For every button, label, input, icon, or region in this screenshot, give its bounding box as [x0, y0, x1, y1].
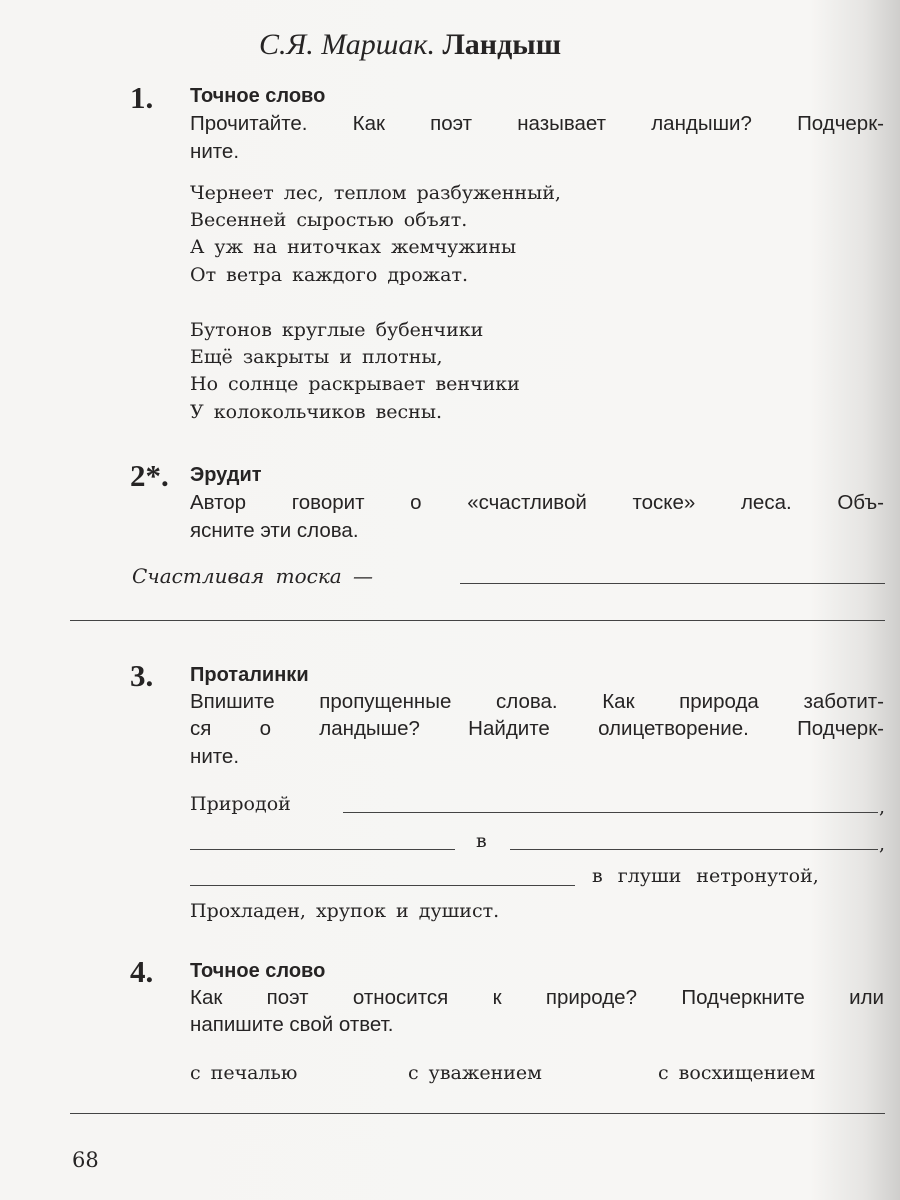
fill-in: в [476, 830, 487, 852]
task-2-instruction: Автор говорит о «счастливой тоске» леса. Объ- [190, 491, 884, 514]
fill-last: Прохладен, хрупок и душист. [190, 900, 500, 922]
poem-line: У колокольчиков весны. [190, 401, 443, 423]
task-4-heading: Точное слово [190, 960, 326, 982]
task-4-instruction: напишите свой ответ. [190, 1013, 394, 1036]
poem-line: От ветра каждого дрожат. [190, 264, 469, 286]
task-4-instruction: Как поэт относится к природе? Подчеркните или [190, 986, 884, 1009]
answer-line[interactable] [460, 583, 885, 584]
task-2-number: 2*. [130, 458, 169, 493]
task-3-number: 3. [130, 658, 154, 693]
poem-line: Весенней сыростью объят. [190, 209, 468, 231]
fill-end: в глуши нетронутой, [592, 865, 819, 887]
task-1-number: 1. [130, 80, 154, 115]
poem-line: А уж на ниточках жемчужины [190, 236, 517, 258]
task-1-instruction: ните. [190, 140, 240, 163]
poem-line: Но солнце раскрывает венчики [190, 373, 520, 395]
title-author: С.Я. Маршак. [258, 28, 435, 61]
task-3-instruction: Впишите пропущенные слова. Как природа заботит- [190, 690, 884, 713]
task-1-instruction: Прочитайте. Как поэт называет ландыши? Подчерк- [190, 112, 884, 135]
fill-start: Природой [190, 793, 291, 815]
answer-line[interactable] [70, 1113, 885, 1114]
answer-line[interactable] [70, 620, 885, 621]
task-2-instruction: ясните эти слова. [190, 519, 359, 542]
poem-line: Бутонов круглые бубенчики [190, 319, 484, 341]
answer-option[interactable]: с восхищением [658, 1062, 816, 1084]
answer-option[interactable]: с уважением [408, 1062, 542, 1084]
task-4-number: 4. [130, 954, 154, 989]
title-work: Ландыш [442, 28, 562, 61]
poem-line: Ещё закрыты и плотны, [190, 346, 443, 368]
fill-blank[interactable] [510, 849, 878, 850]
fill-blank[interactable] [343, 812, 878, 813]
comma: , [879, 833, 886, 855]
poem-line: Чернеет лес, теплом разбуженный, [190, 182, 561, 204]
task-1-heading: Точное слово [190, 85, 326, 107]
answer-label: Счастливая тоска — [132, 564, 374, 588]
page-number: 68 [72, 1148, 99, 1172]
task-2-heading: Эрудит [190, 464, 262, 486]
task-3-instruction: ните. [190, 745, 240, 768]
fill-blank[interactable] [190, 885, 575, 886]
page-title [0, 28, 820, 62]
task-3-instruction: ся о ландыше? Найдите олицетворение. Подчерк- [190, 717, 884, 740]
task-3-heading: Проталинки [190, 664, 309, 686]
answer-option[interactable]: с печалью [190, 1062, 298, 1084]
fill-blank[interactable] [190, 849, 455, 850]
comma: , [879, 796, 886, 818]
